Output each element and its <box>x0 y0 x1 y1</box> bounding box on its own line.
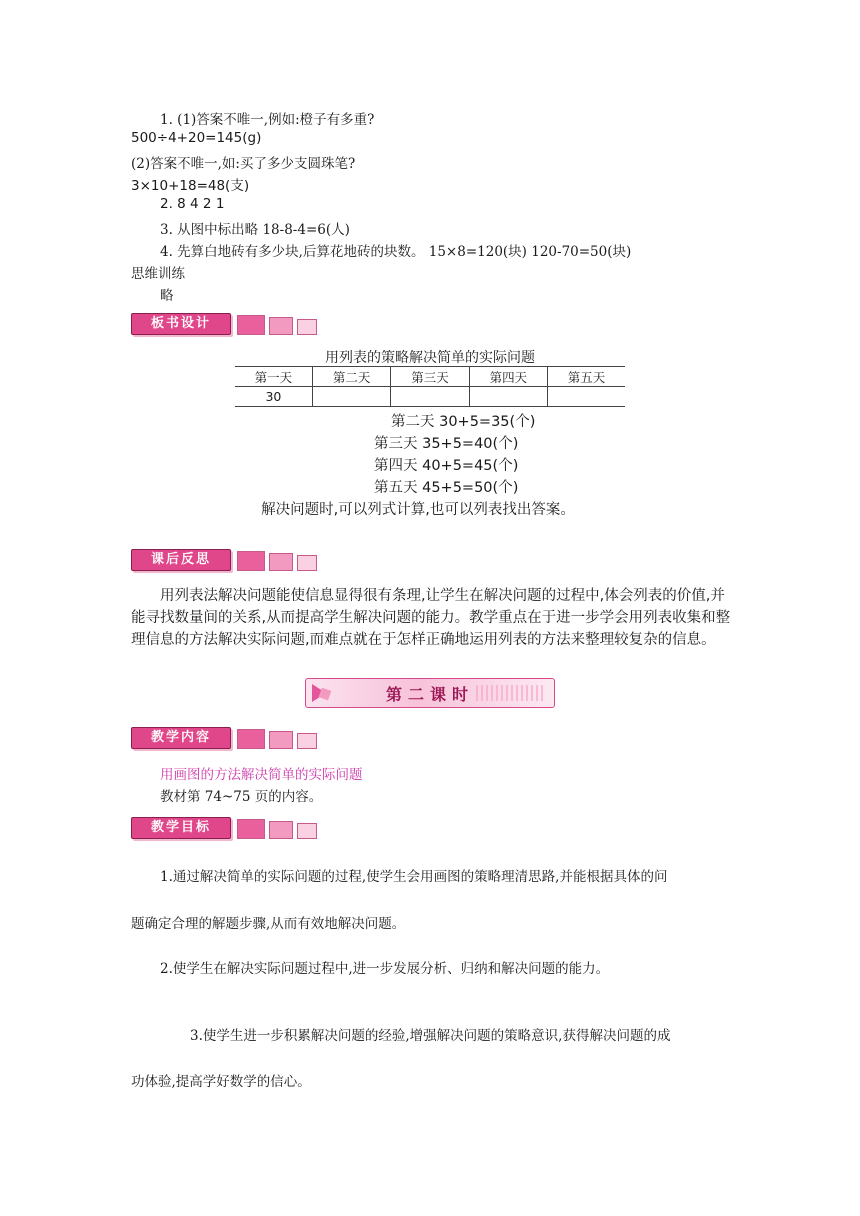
lesson-banner <box>305 678 555 708</box>
table-cell <box>469 387 547 407</box>
heading-square <box>237 729 265 749</box>
board-design-heading <box>131 313 321 335</box>
board-summary: 解决问题时,可以列式计算,也可以列表找出答案。 <box>261 502 575 518</box>
heading-square <box>269 731 293 749</box>
heading-square <box>269 821 293 839</box>
answer-1-2: (2)答案不唯一,如:买了多少支圆珠笔? <box>131 156 356 172</box>
goal-1-line1: 1.通过解决简单的实际问题的过程,使学生会用画图的策略理清思路,并能根据具体的问 <box>160 869 668 885</box>
content-topic: 用画图的方法解决简单的实际问题 <box>160 767 363 783</box>
table-cell <box>391 387 469 407</box>
calc-day4: 第四天 40+5=45(个) <box>374 458 519 474</box>
reflection-label: 课后反思 <box>131 549 231 571</box>
table-cell <box>312 387 390 407</box>
answer-1-1-calc: 500÷4+20=145(g) <box>131 130 262 146</box>
heading-square <box>297 823 317 839</box>
goal-2: 2.使学生在解决实际问题过程中,进一步发展分析、归纳和解决问题的能力。 <box>160 961 610 977</box>
board-table <box>235 366 625 407</box>
heading-square <box>297 555 317 571</box>
heading-square <box>237 315 265 335</box>
heading-square <box>269 317 293 335</box>
content-heading <box>131 727 321 749</box>
reflection-text: 用列表法解决问题能使信息显得很有条理,让学生在解决问题的过程中,体会列表的价值,并能寻找数量间的关系,从而提高学生解决问题的能力。教学重点在于进一步学会用列表收集和整理信息的方法解决实际问题,而难点就在于怎样正确地运用列表的方法来整理较复杂的信息。 <box>131 588 731 648</box>
heading-square <box>237 819 265 839</box>
board-design-label: 板书设计 <box>131 313 231 335</box>
goals-heading <box>131 817 321 839</box>
answer-4: 4. 先算白地砖有多少块,后算花地砖的块数。 15×8=120(块) 120-70=50(块) <box>160 244 632 260</box>
heading-square <box>269 553 293 571</box>
reflection-heading <box>131 549 321 571</box>
answer-3: 3. 从图中标出略 18-8-4=6(人) <box>160 222 350 238</box>
table-header: 第二天 <box>312 367 390 387</box>
table-header: 第一天 <box>235 367 312 387</box>
thinking-training-title: 思维训练 <box>131 266 185 282</box>
goal-3-line1: 3.使学生进一步积累解决问题的经验,增强解决问题的策略意识,获得解决问题的成 <box>190 1028 671 1044</box>
table-header: 第四天 <box>469 367 547 387</box>
content-label: 教学内容 <box>131 727 231 749</box>
table-cell: 30 <box>235 387 312 407</box>
heading-square <box>297 319 317 335</box>
table-header: 第五天 <box>548 367 625 387</box>
answer-2: 2. 8 4 2 1 <box>160 196 225 212</box>
answer-1-2-calc: 3×10+18=48(支) <box>131 178 250 194</box>
thinking-training-answer: 略 <box>160 288 174 304</box>
answer-1-1: 1. (1)答案不唯一,例如:橙子有多重? <box>160 112 375 128</box>
lesson-banner-title: 第二课时 <box>385 685 474 704</box>
calc-day2: 第二天 30+5=35(个) <box>391 414 536 430</box>
table-cell <box>548 387 625 407</box>
table-header: 第三天 <box>391 367 469 387</box>
calc-day5: 第五天 45+5=50(个) <box>374 480 519 496</box>
goals-label: 教学目标 <box>131 817 231 839</box>
heading-square <box>297 733 317 749</box>
content-pages: 教材第 74~75 页的内容。 <box>160 789 323 805</box>
board-title: 用列表的策略解决简单的实际问题 <box>325 350 535 366</box>
goal-1-line2: 题确定合理的解题步骤,从而有效地解决问题。 <box>131 916 406 932</box>
heading-square <box>237 551 265 571</box>
goal-3-line2: 功体验,提高学好数学的信心。 <box>131 1074 311 1090</box>
calc-day3: 第三天 35+5=40(个) <box>374 436 519 452</box>
